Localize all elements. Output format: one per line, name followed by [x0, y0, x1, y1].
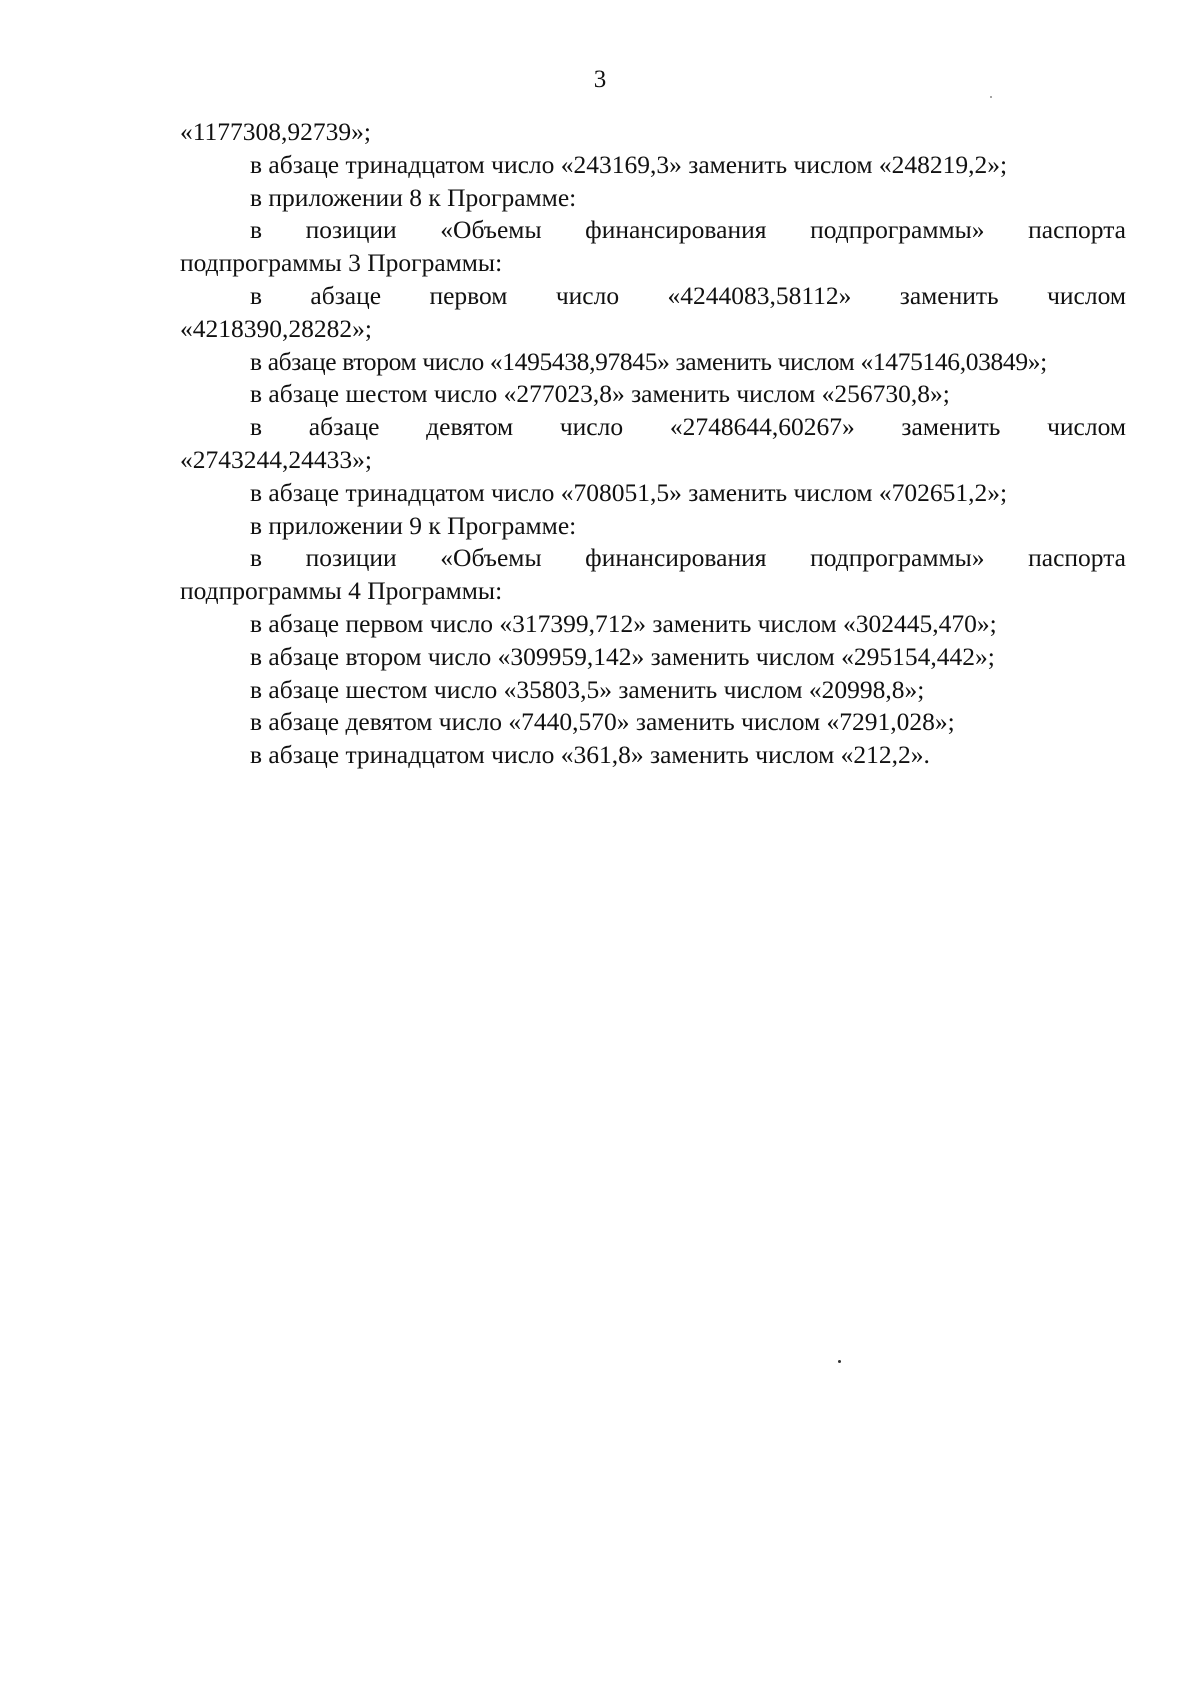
paragraph-abzac-6-sub3: в абзаце шестом число «277023,8» заменить числом «256730,8»;	[250, 379, 950, 409]
paragraph-abzac-1-sub4: в абзаце первом число «317399,712» заменить числом «302445,470»;	[250, 608, 997, 638]
paragraph-abzac-9-sub3	[180, 411, 1126, 477]
paragraph-abzac-13-sub3: в абзаце тринадцатом число «708051,5» заменить числом «702651,2»;	[250, 477, 1008, 507]
paragraph-line: подпрограммы 4 Программы:	[180, 576, 503, 606]
paragraph-line: в абзаце первом число «4244083,58112» заменить числом	[250, 280, 1126, 310]
paragraph-abzac-2-sub4: в абзаце втором число «309959,142» заменить числом «295154,442»;	[250, 641, 995, 671]
scan-speck	[838, 1360, 841, 1363]
paragraph-line: «4218390,28282»;	[180, 313, 372, 343]
paragraph-abzac-9-sub4: в абзаце девятом число «7440,570» заменить числом «7291,028»;	[250, 707, 955, 737]
paragraph-abzac-13-sub4: в абзаце тринадцатом число «361,8» заменить числом «212,2».	[250, 740, 930, 770]
paragraph-abzac-13-sub2: в абзаце тринадцатом число «243169,3» заменить числом «248219,2»;	[250, 149, 1008, 179]
paragraph-line: подпрограммы 3 Программы:	[180, 248, 503, 278]
paragraph-continuation: «1177308,92739»;	[180, 117, 372, 146]
paragraph-appendix-8: в приложении 8 к Программе:	[250, 182, 577, 212]
scan-speck	[990, 96, 992, 98]
paragraph-line: в абзаце девятом число «2748644,60267» заменить числом	[250, 412, 1126, 442]
document-body	[180, 116, 1126, 772]
paragraph-position-subprogram-4	[180, 542, 1126, 608]
paragraph-appendix-9: в приложении 9 к Программе:	[250, 510, 577, 540]
paragraph-abzac-6-sub4: в абзаце шестом число «35803,5» заменить числом «20998,8»;	[250, 674, 925, 704]
paragraph-line: в позиции «Объемы финансирования подпрограммы» паспорта	[250, 543, 1126, 573]
paragraph-abzac-1-sub3	[180, 280, 1126, 346]
paragraph-position-subprogram-3	[180, 214, 1126, 280]
page-number: 3	[593, 66, 607, 93]
paragraph-line: в позиции «Объемы финансирования подпрограммы» паспорта	[250, 215, 1126, 245]
paragraph-line: «2743244,24433»;	[180, 444, 372, 474]
paragraph-abzac-2-sub3: в абзаце втором число «1495438,97845» заменить числом «1475146,03849»;	[250, 346, 1047, 376]
